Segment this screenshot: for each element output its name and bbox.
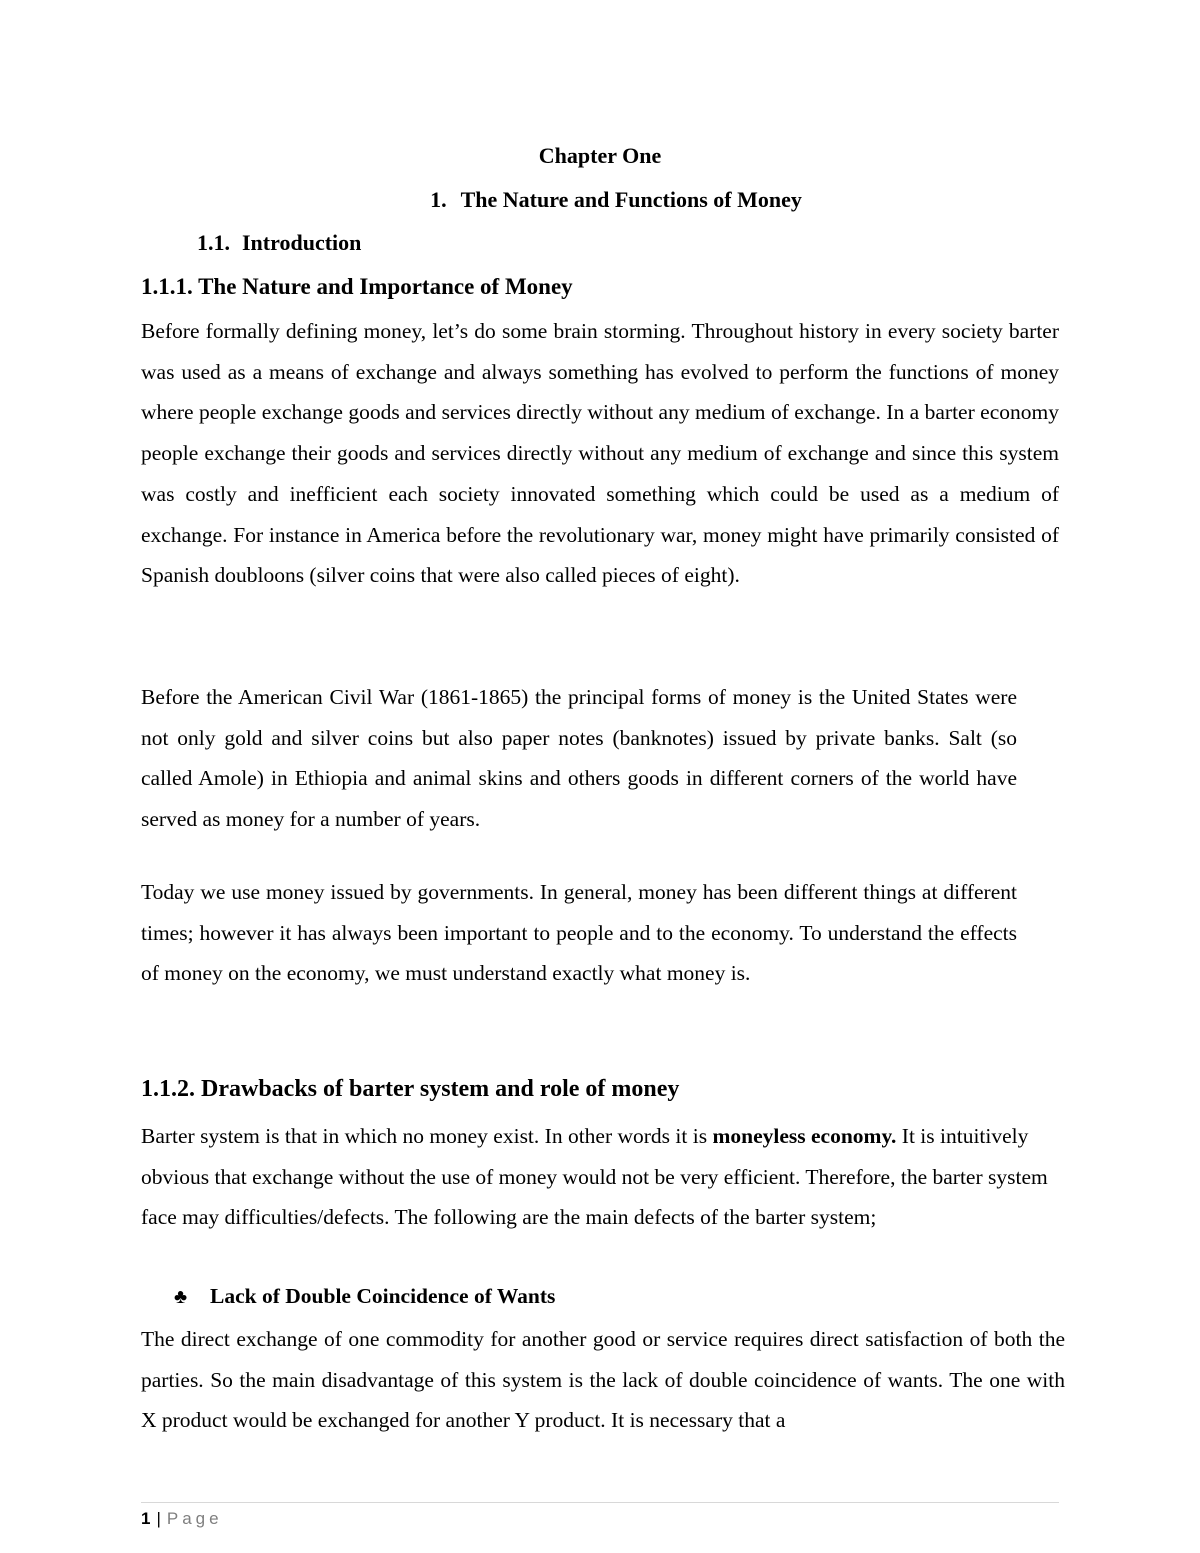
paragraph-barter-intro xyxy=(141,1116,1061,1238)
paragraph-double-coincidence: The direct exchange of one commodity for another good or service requires direct satisfaction of both the parties. So the main disadvantage of this system is the lack of double coincidence of wants. The one with X product would be exchanged for another Y product. It is necessary that a xyxy=(141,1327,1065,1433)
bullet-item xyxy=(174,1284,555,1309)
barter-intro-bold: moneyless economy. xyxy=(712,1124,897,1148)
page-footer xyxy=(141,1509,223,1529)
section-number: 1. xyxy=(430,187,447,212)
paragraph-civil-war: Before the American Civil War (1861-1865) the principal forms of money is the United States were not only gold and silver coins but also paper notes (banknotes) issued by private banks. Salt (so called Amole) in Ethiopia and animal skins and others goods in different corners of the world have served as money for a number of years. xyxy=(141,685,1017,832)
intro-title: Introduction xyxy=(242,230,362,255)
page-label: Page xyxy=(166,1509,223,1528)
bullet-label: Lack of Double Coincidence of Wants xyxy=(210,1284,556,1308)
club-icon: ♣ xyxy=(174,1286,188,1308)
intro-number: 1.1. xyxy=(197,230,230,255)
footer-separator: | xyxy=(156,1509,161,1528)
paragraph-brainstorming: Before formally defining money, let’s do some brain storming. Throughout history in every society barter was used as a means of exchange and always something has evolved to perform the functions of money where people exchange goods and services directly without any medium of exchange. In a barter economy people exchange their goods and services directly without any medium of exchange and since this system was costly and inefficient each society innovated something which could be used as a medium of exchange. For instance in America before the revolutionary war, money might have primarily consisted of Spanish doubloons (silver coins that were also called pieces of eight). xyxy=(141,319,1059,588)
section-title-text: The Nature and Functions of Money xyxy=(460,187,802,212)
intro-heading xyxy=(197,230,361,256)
barter-intro-rest: It is intuitively obvious that exchange without the use of money would not be very efficient. Therefore, the barter system face may difficulties/defects. The following are the main defects of the barter system; xyxy=(141,1124,1048,1230)
chapter-title: Chapter One xyxy=(538,143,662,168)
subsection-heading-nature: 1.1.1. The Nature and Importance of Money xyxy=(141,274,573,299)
barter-intro-text: Barter system is that in which no money exist. In other words it is xyxy=(141,1124,713,1148)
paragraph-today: Today we use money issued by governments. In general, money has been different things at different times; however it has always been important to people and to the economy. To understand the effects of money on the economy, we must understand exactly what money is. xyxy=(141,880,1017,986)
section-title xyxy=(0,187,1200,213)
page-number: 1 xyxy=(141,1509,151,1528)
footer-divider xyxy=(141,1502,1059,1503)
subsection-heading-drawbacks: 1.1.2. Drawbacks of barter system and role of money xyxy=(141,1076,680,1102)
